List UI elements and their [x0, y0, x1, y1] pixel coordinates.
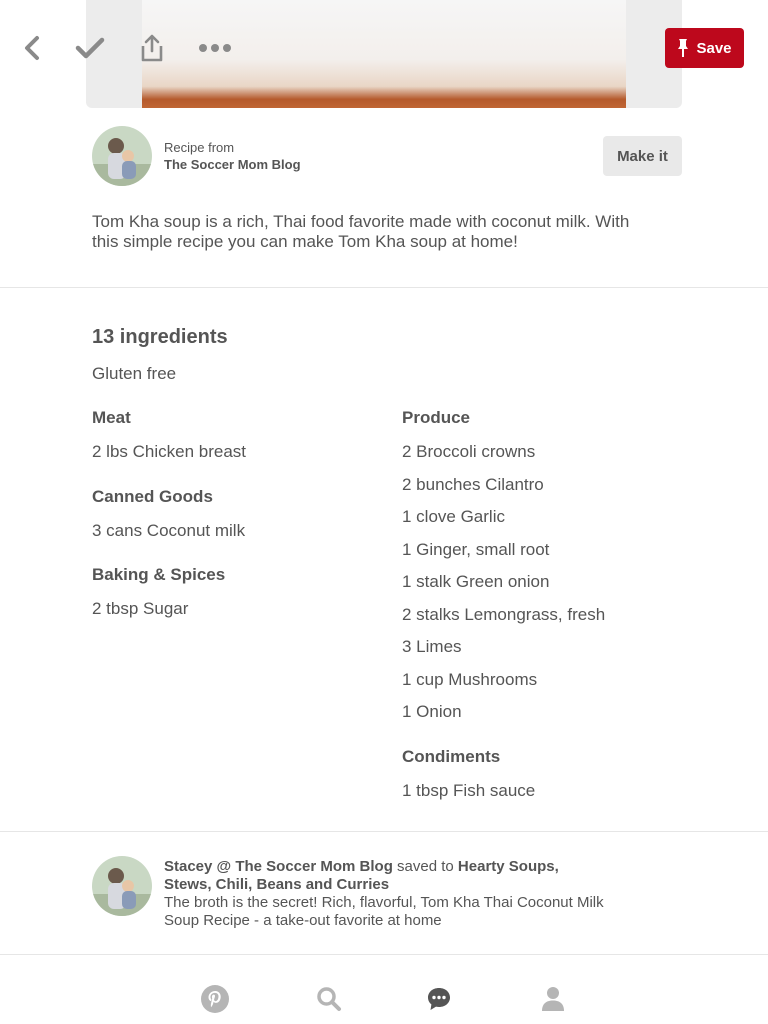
more-options-button[interactable]: [195, 28, 235, 68]
ingredient-item: 1 Onion: [402, 702, 462, 721]
category-heading: Canned Goods: [92, 486, 213, 506]
category-heading: Meat: [92, 408, 131, 427]
category-heading: Condiments: [402, 746, 501, 766]
tried-it-button[interactable]: [70, 28, 110, 68]
back-chevron-icon: [22, 34, 44, 62]
ingredient-item: 2 tbsp Sugar: [92, 599, 189, 618]
avatar-image: [92, 126, 152, 186]
profile-icon: [541, 986, 565, 1012]
ingredient-item: 1 clove Garlic: [402, 507, 505, 526]
ingredients-count-heading: 13 ingredients: [92, 326, 228, 348]
share-button[interactable]: [132, 28, 172, 68]
ingredient-item: 1 cup Mushrooms: [402, 669, 538, 689]
ingredient-item: 1 Ginger, small root: [402, 539, 550, 559]
ingredient-item: 1 stalk Green onion: [402, 572, 550, 591]
share-icon: [139, 33, 165, 63]
nav-search-button[interactable]: [311, 982, 347, 1016]
source-avatar[interactable]: [92, 126, 152, 186]
more-dots-icon: [197, 42, 233, 54]
ingredient-item: 1 tbsp Fish sauce: [402, 780, 536, 800]
save-button[interactable]: [665, 28, 744, 68]
bottom-navigation: [0, 972, 768, 1024]
ingredient-item: 2 bunches Cilantro: [402, 474, 544, 494]
search-icon: [316, 986, 342, 1012]
pinner-info: [164, 858, 604, 930]
nav-messages-button[interactable]: [421, 982, 457, 1016]
section-divider: [0, 831, 768, 832]
back-button[interactable]: [13, 28, 53, 68]
pinner-name-link[interactable]: Stacey @ The Soccer Mom Blog: [164, 858, 393, 875]
source-name-link[interactable]: The Soccer Mom Blog: [164, 157, 301, 172]
ingredient-item: 2 stalks Lemongrass, fresh: [402, 604, 606, 624]
section-divider: [0, 954, 768, 955]
board-name-link[interactable]: Hearty Soups, Stews, Chili, Beans and Curries: [164, 858, 559, 893]
chat-bubble-icon: [426, 986, 452, 1012]
save-label: Save: [696, 39, 732, 57]
category-heading: Produce: [402, 408, 471, 427]
pinterest-home-icon: [200, 984, 230, 1014]
ingredient-item: 3 Limes: [402, 637, 462, 656]
ingredient-item: 2 lbs Chicken breast: [92, 442, 247, 461]
ingredient-item: 3 cans Coconut milk: [92, 520, 246, 540]
ingredient-item: 2 Broccoli crowns: [402, 442, 536, 461]
nav-profile-button[interactable]: [535, 982, 571, 1016]
recipe-description: Tom Kha soup is a rich, Thai food favorite made with coconut milk. With this simple recipe you can make Tom Kha soup at home!: [92, 212, 630, 251]
pin-icon: [677, 38, 689, 58]
saved-to-label: saved to: [397, 858, 454, 875]
avatar-image: [92, 856, 152, 916]
category-heading: Baking & Spices: [92, 565, 226, 584]
pin-caption: The broth is the secret! Rich, flavorful, Tom Kha Thai Coconut Milk Soup Recipe - a take-out favorite at home: [164, 894, 604, 929]
make-it-button[interactable]: Make it: [603, 136, 682, 176]
section-divider: [0, 287, 768, 288]
nav-home-button[interactable]: [197, 982, 233, 1016]
top-toolbar: [0, 0, 768, 96]
checkmark-icon: [74, 35, 106, 61]
ingredients-left-column: [92, 408, 392, 632]
recipe-from-label: Recipe from: [164, 140, 235, 155]
ingredients-right-column: [402, 408, 702, 813]
diet-label: Gluten free: [92, 364, 177, 383]
pinner-avatar[interactable]: [92, 856, 152, 916]
